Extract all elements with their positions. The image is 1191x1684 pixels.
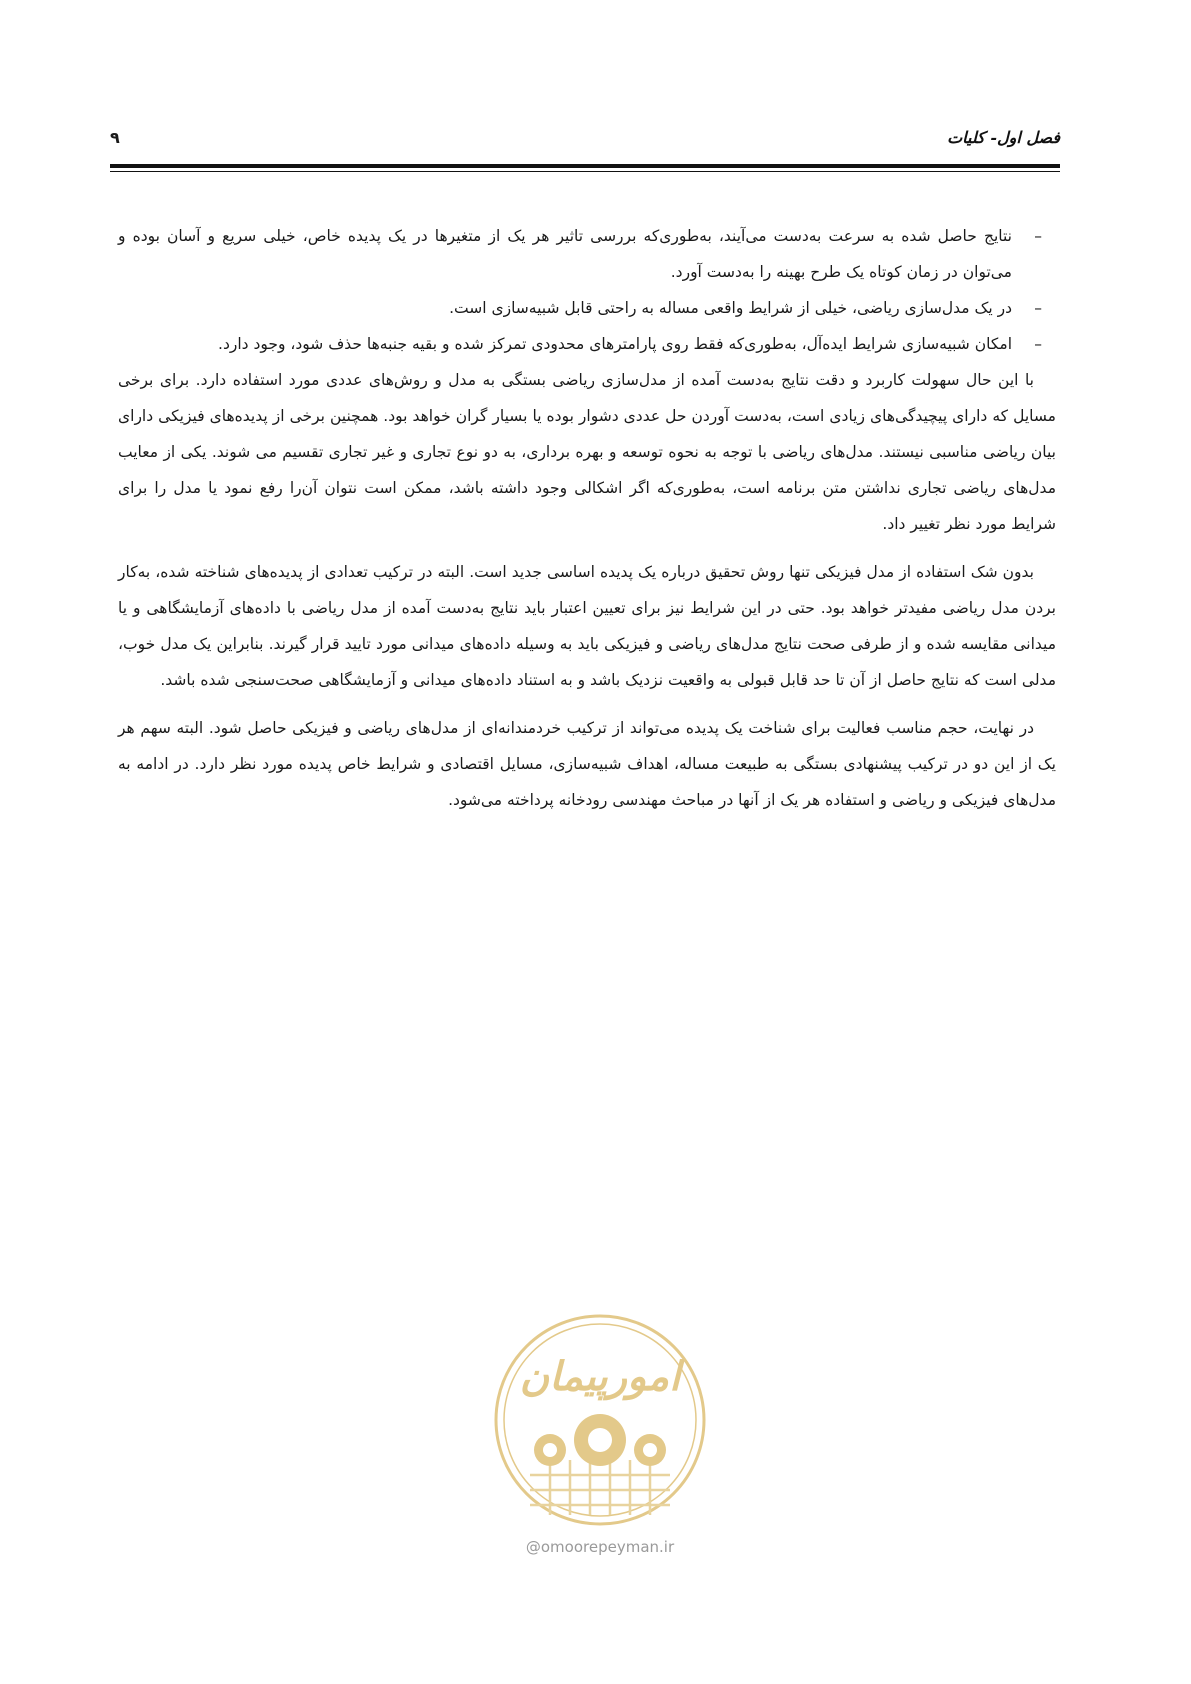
list-item-text: نتایج حاصل شده به سرعت به‌دست می‌آیند، به‌طوری‌که بررسی تاثیر هر یک از متغیرها در یک پدیده خاص، خیلی سریع و آسان بوده و می‌توان در زمان کوتاه یک طرح بهینه را به‌دست آورد. [118, 227, 1012, 281]
paragraph: در نهایت، حجم مناسب فعالیت برای شناخت یک پدیده می‌تواند از ترکیب خردمندانه‌ای از مدل‌های ریاضی و فیزیکی حاصل شود. البته سهم هر یک از این دو در ترکیب پیشنهادی بستگی به طبیعت مساله، اهداف شبیه‌سازی، مسایل اقتصادی و شرایط خاص پدیده مورد نظر دارد. در ادامه به مدل‌های فیزیکی و ریاضی و استفاده هر یک از آنها در مباحث مهندسی رودخانه پرداخته می‌شود. [118, 719, 1056, 809]
header-rule-thick [110, 164, 1060, 168]
bullet-list [118, 218, 1056, 362]
paragraph: با این حال سهولت کاربرد و دقت نتایج به‌دست آمده از مدل‌سازی ریاضی بستگی به مدل و روش‌های عددی مورد استفاده دارد. برای برخی مسایل که دارای پیچیدگی‌های زیادی است، به‌دست آوردن حل عددی دشوار بوده یا بسیار گران خواهد بود. همچنین برخی از پدیده‌های فیزیکی دارای بیان ریاضی مناسبی نیستند. مدل‌های ریاضی با توجه به نحوه توسعه و بهره برداری، به دو نوع تجاری و غیر تجاری تقسیم می شوند. یکی از معایب مدل‌های ریاضی تجاری نداشتن متن برنامه است، به‌طوری‌که اگر اشکالی وجود داشته باشد، ممکن است نتوان آن‌را رفع نمود یا مدل را برای شرایط مورد نظر تغییر داد. [118, 371, 1056, 533]
bullet-dash: – [1034, 335, 1042, 353]
page-number: ۹ [110, 128, 120, 147]
list-item-text: در یک مدل‌سازی ریاضی، خیلی از شرایط واقعی مساله به راحتی قابل شبیه‌سازی است. [449, 299, 1012, 317]
chapter-title: فصل اول- کلیات [947, 128, 1060, 147]
list-item-text: امکان شبیه‌سازی شرایط ایده‌آل، به‌طوری‌که فقط روی پارامترهای محدودی تمرکز شده و بقیه جنبه‌ها حذف شود، وجود دارد. [218, 335, 1012, 353]
list-item [118, 290, 1056, 326]
list-item [118, 326, 1056, 362]
bullet-dash: – [1034, 227, 1042, 245]
header-rule-thin [110, 171, 1060, 172]
list-item [118, 218, 1056, 290]
watermark-seal-icon [490, 1310, 710, 1530]
paragraph: بدون شک استفاده از مدل فیزیکی تنها روش تحقیق درباره یک پدیده اساسی جدید است. البته در ترکیب تعدادی از پدیده‌های شناخته شده، به‌کار بردن مدل ریاضی مفیدتر خواهد بود. حتی در این شرایط نیز برای تعیین اعتبار باید نتایج به‌دست آمده از مدل ریاضی با داده‌های آزمایشگاهی و یا میدانی مقایسه شده و از طرفی صحت نتایج مدل‌های ریاضی و فیزیکی باید به وسیله داده‌های میدانی مورد تایید قرار گیرند. بنابراین یک مدل خوب، مدلی است که نتایج حاصل از آن تا حد قابل قبولی به واقعیت نزدیک باشد و به استناد داده‌های میدانی و آزمایشگاهی صحت‌سنجی شده باشد. [118, 563, 1056, 689]
bullet-dash: – [1034, 299, 1042, 317]
watermark-website: @omoorepeyman.ir [525, 1538, 675, 1556]
seal-lettering: امورپیمان [519, 1353, 681, 1400]
body-text [118, 218, 1056, 818]
page-header [110, 128, 1060, 154]
